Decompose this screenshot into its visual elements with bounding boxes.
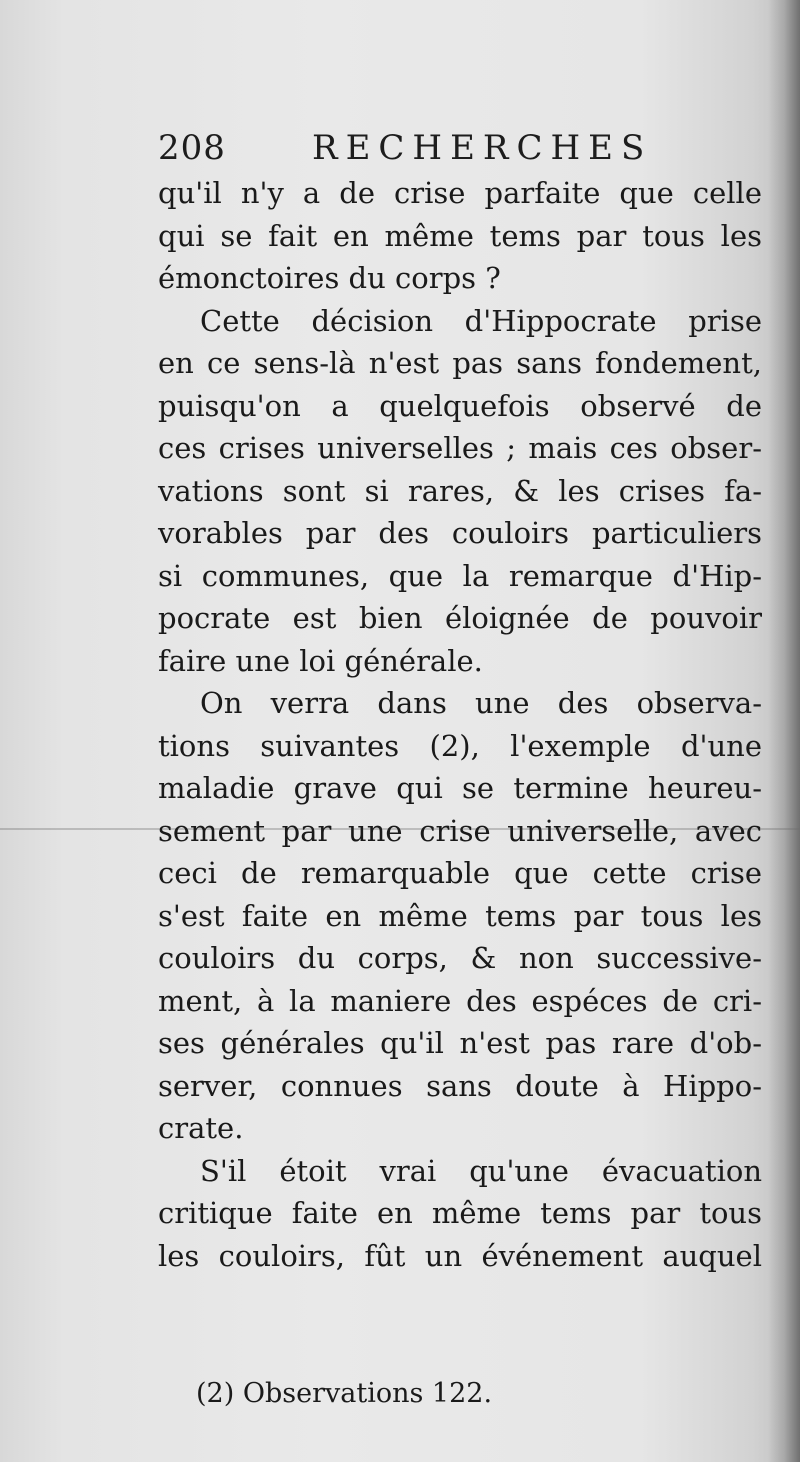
text-line: ceci de remarquable que cette crise xyxy=(158,856,762,890)
text-line: tions suivantes (2), l'exemple d'une xyxy=(158,728,762,763)
text-line: puisqu'on a quelquefois observé de xyxy=(158,388,762,423)
text-line: émonctoires du corps ? xyxy=(158,261,501,295)
text-line: server, connues sans doute à Hippo- xyxy=(158,1068,762,1103)
text-line: S'il étoit vrai qu'une évacuation xyxy=(200,1153,762,1188)
page-gutter-shadow xyxy=(768,0,800,1462)
text-line: si communes, que la remarque d'Hip- xyxy=(158,558,762,593)
footnote: (2) Observations 122. xyxy=(196,1378,493,1409)
text-line: sement par une crise universelle, avec xyxy=(158,813,762,848)
text-line: les couloirs, fût un événement auquel xyxy=(158,1238,762,1273)
body-text xyxy=(158,172,762,1277)
text-line: critique faite en même tems par tous xyxy=(158,1196,762,1230)
text-line: pocrate est bien éloignée de pouvoir xyxy=(158,601,762,635)
text-line: ses générales qu'il n'est pas rare d'ob- xyxy=(158,1026,762,1060)
text-line: en ce sens-là n'est pas sans fondement, xyxy=(158,346,762,380)
text-line: qu'il n'y a de crise parfaite que celle xyxy=(158,176,762,210)
text-line: couloirs du corps, & non successive- xyxy=(158,941,762,975)
text-line: ces crises universelles ; mais ces obser- xyxy=(158,431,762,465)
running-head: RECHERCHES xyxy=(312,128,653,168)
text-line: qui se fait en même tems par tous les xyxy=(158,218,762,253)
text-line: ment, à la maniere des espéces de cri- xyxy=(158,983,762,1018)
text-line: crate. xyxy=(158,1111,244,1145)
text-line: Cette décision d'Hippocrate prise xyxy=(200,303,762,338)
text-line: vorables par des couloirs particuliers xyxy=(158,516,762,550)
text-line: s'est faite en même tems par tous les xyxy=(158,898,762,933)
text-line: vations sont si rares, & les crises fa- xyxy=(158,473,762,508)
page-number: 208 xyxy=(158,128,226,168)
text-line: maladie grave qui se termine heureu- xyxy=(158,771,762,805)
page-header xyxy=(158,128,758,178)
text-line: faire une loi générale. xyxy=(158,643,483,678)
text-line: On verra dans une des observa- xyxy=(200,686,762,720)
